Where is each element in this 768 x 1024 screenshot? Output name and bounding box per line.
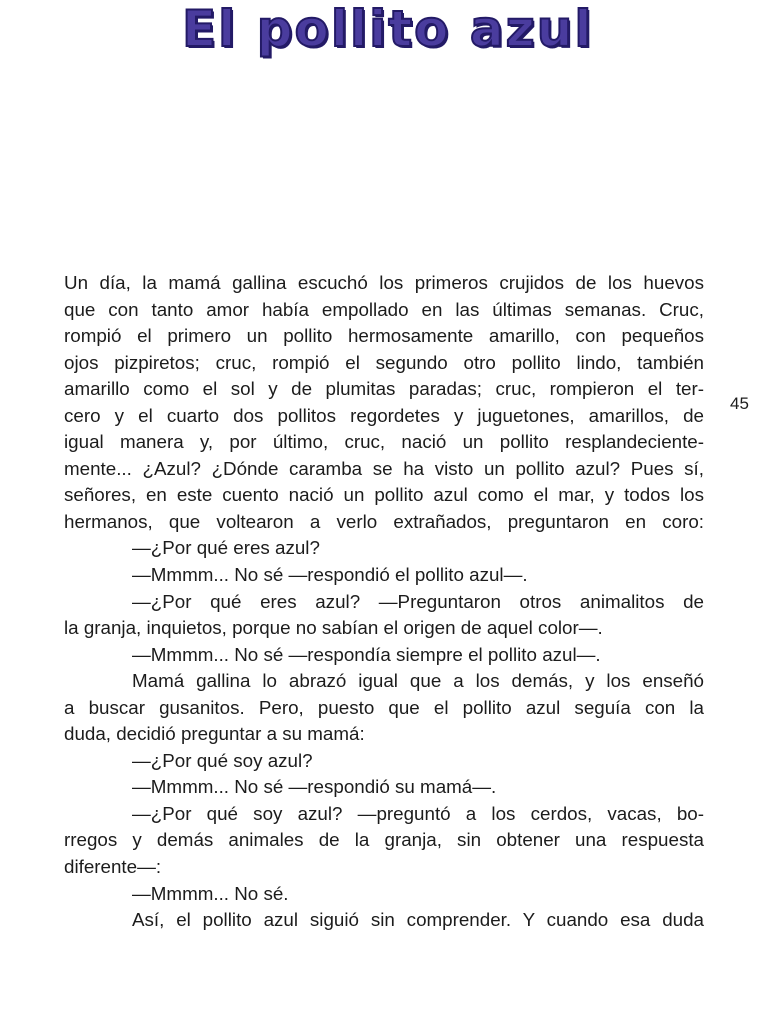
text-line: la granja, inquietos, porque no sabían el origen de aquel color—. — [64, 617, 603, 639]
text-line: igual manera y, por último, cruc, nació un pollito resplandeciente- — [64, 431, 704, 453]
text-line: hermanos, que voltearon a verlo extrañados, preguntaron en coro: — [64, 510, 704, 532]
text-line: diferente—: — [64, 856, 162, 878]
text-line: Así, el pollito azul siguió sin comprender. Y cuando esa duda — [132, 909, 704, 931]
text-line: señores, en este cuento nació un pollito azul como el mar, y todos los — [64, 484, 704, 506]
text-line: rompió el primero un pollito hermosamente amarillo, con pequeños — [64, 325, 704, 347]
text-line: —¿Por qué eres azul? —Preguntaron otros animalitos de — [132, 590, 704, 612]
text-line: duda, decidió preguntar a su mamá: — [64, 723, 365, 745]
text-line: Un día, la mamá gallina escuchó los primeros crujidos de los huevos — [64, 272, 704, 293]
text-line: que con tanto amor había empollado en las últimas semanas. Cruc, — [64, 298, 704, 320]
text-line: cero y el cuarto dos pollitos regordetes y juguetones, amarillos, de — [64, 404, 704, 426]
text-line: amarillo como el sol y de plumitas paradas; cruc, rompieron el ter- — [64, 378, 704, 400]
text-line: mente... ¿Azul? ¿Dónde caramba se ha visto un pollito azul? Pues sí, — [64, 457, 704, 479]
text-line: —Mmmm... No sé —respondía siempre el pollito azul—. — [132, 643, 601, 665]
story-title: El pollito azul — [182, 0, 594, 58]
text-line: —Mmmm... No sé —respondió su mamá—. — [132, 776, 497, 798]
text-line: —Mmmm... No sé —respondió el pollito azul—. — [132, 564, 528, 586]
text-line: rregos y demás animales de la granja, sin obtener una respuesta — [64, 829, 704, 851]
text-line: —Mmmm... No sé. — [132, 882, 289, 904]
text-line: —¿Por qué eres azul? — [132, 537, 320, 559]
text-line: ojos pizpiretos; cruc, rompió el segundo otro pollito lindo, también — [64, 351, 704, 373]
page-number: 45 — [730, 394, 749, 413]
story-body — [64, 270, 704, 934]
text-line: —¿Por qué soy azul? — [132, 749, 313, 771]
text-line: a buscar gusanitos. Pero, puesto que el pollito azul seguía con la — [64, 696, 704, 718]
text-line: —¿Por qué soy azul? —preguntó a los cerdos, vacas, bo- — [132, 802, 704, 824]
text-line: Mamá gallina lo abrazó igual que a los demás, y los enseñó — [132, 670, 704, 692]
